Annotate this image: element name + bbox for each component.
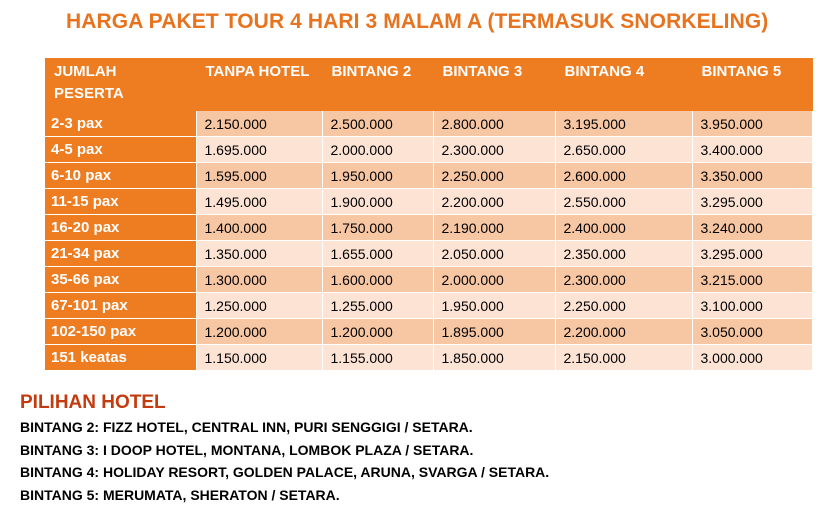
table-cell: 2.000.000 bbox=[322, 137, 433, 163]
row-label: 21-34 pax bbox=[45, 241, 196, 267]
table-cell: 2.190.000 bbox=[433, 215, 555, 241]
row-label: 2-3 pax bbox=[45, 111, 196, 137]
table-cell: 3.240.000 bbox=[692, 215, 812, 241]
hotel-line-bintang-3: BINTANG 3: I DOOP HOTEL, MONTANA, LOMBOK PLAZA / SETARA. bbox=[20, 441, 474, 458]
table-row bbox=[45, 137, 812, 163]
table-cell: 3.950.000 bbox=[692, 111, 812, 137]
table-cell: 1.250.000 bbox=[196, 293, 322, 319]
table-row bbox=[45, 319, 812, 345]
header-row bbox=[45, 58, 812, 111]
table-cell: 2.500.000 bbox=[322, 111, 433, 137]
table-cell: 2.000.000 bbox=[433, 267, 555, 293]
table-cell: 2.400.000 bbox=[555, 215, 692, 241]
table-cell: 2.650.000 bbox=[555, 137, 692, 163]
table-cell: 1.655.000 bbox=[322, 241, 433, 267]
price-table-body bbox=[45, 111, 812, 371]
table-cell: 2.050.000 bbox=[433, 241, 555, 267]
table-row bbox=[45, 163, 812, 189]
table-cell: 2.350.000 bbox=[555, 241, 692, 267]
table-cell: 1.155.000 bbox=[322, 345, 433, 371]
price-table bbox=[45, 58, 813, 371]
table-cell: 1.300.000 bbox=[196, 267, 322, 293]
table-row bbox=[45, 345, 812, 371]
header-jumlah-peserta: JUMLAH PESERTA bbox=[45, 58, 196, 111]
hotel-line-bintang-5: BINTANG 5: MERUMATA, SHERATON / SETARA. bbox=[20, 486, 340, 503]
header-bintang-2: BINTANG 2 bbox=[322, 58, 433, 111]
table-cell: 2.200.000 bbox=[433, 189, 555, 215]
row-label: 4-5 pax bbox=[45, 137, 196, 163]
table-cell: 1.350.000 bbox=[196, 241, 322, 267]
price-table-container bbox=[45, 58, 812, 371]
table-cell: 1.600.000 bbox=[322, 267, 433, 293]
table-cell: 3.050.000 bbox=[692, 319, 812, 345]
price-table-header bbox=[45, 58, 812, 111]
table-cell: 1.495.000 bbox=[196, 189, 322, 215]
row-label: 35-66 pax bbox=[45, 267, 196, 293]
table-cell: 1.400.000 bbox=[196, 215, 322, 241]
header-tanpa-hotel: TANPA HOTEL bbox=[196, 58, 322, 111]
table-cell: 1.595.000 bbox=[196, 163, 322, 189]
table-cell: 2.150.000 bbox=[196, 111, 322, 137]
table-cell: 3.350.000 bbox=[692, 163, 812, 189]
table-cell: 2.550.000 bbox=[555, 189, 692, 215]
table-row bbox=[45, 189, 812, 215]
table-cell: 3.100.000 bbox=[692, 293, 812, 319]
header-bintang-5: BINTANG 5 bbox=[692, 58, 812, 111]
hotel-options-title: PILIHAN HOTEL bbox=[20, 392, 166, 413]
table-row bbox=[45, 267, 812, 293]
table-cell: 1.200.000 bbox=[196, 319, 322, 345]
row-label: 6-10 pax bbox=[45, 163, 196, 189]
table-cell: 2.800.000 bbox=[433, 111, 555, 137]
table-cell: 1.950.000 bbox=[433, 293, 555, 319]
table-cell: 2.250.000 bbox=[433, 163, 555, 189]
table-cell: 1.850.000 bbox=[433, 345, 555, 371]
table-row bbox=[45, 293, 812, 319]
table-cell: 3.400.000 bbox=[692, 137, 812, 163]
row-label: 11-15 pax bbox=[45, 189, 196, 215]
table-cell: 1.695.000 bbox=[196, 137, 322, 163]
table-row bbox=[45, 111, 812, 137]
table-cell: 2.600.000 bbox=[555, 163, 692, 189]
row-label: 67-101 pax bbox=[45, 293, 196, 319]
table-cell: 1.200.000 bbox=[322, 319, 433, 345]
table-cell: 2.200.000 bbox=[555, 319, 692, 345]
table-cell: 3.000.000 bbox=[692, 345, 812, 371]
table-cell: 3.215.000 bbox=[692, 267, 812, 293]
table-cell: 1.150.000 bbox=[196, 345, 322, 371]
table-cell: 2.300.000 bbox=[433, 137, 555, 163]
table-cell: 1.900.000 bbox=[322, 189, 433, 215]
row-label: 102-150 pax bbox=[45, 319, 196, 345]
header-bintang-3: BINTANG 3 bbox=[433, 58, 555, 111]
hotel-options-section bbox=[20, 392, 820, 506]
table-cell: 1.950.000 bbox=[322, 163, 433, 189]
page-title: HARGA PAKET TOUR 4 HARI 3 MALAM A (TERMASUK SNORKELING) bbox=[66, 10, 769, 33]
table-cell: 3.295.000 bbox=[692, 241, 812, 267]
table-cell: 1.750.000 bbox=[322, 215, 433, 241]
hotel-line-bintang-2: BINTANG 2: FIZZ HOTEL, CENTRAL INN, PURI SENGGIGI / SETARA. bbox=[20, 419, 473, 435]
header-bintang-4: BINTANG 4 bbox=[555, 58, 692, 111]
table-row bbox=[45, 241, 812, 267]
table-row bbox=[45, 215, 812, 241]
table-cell: 2.300.000 bbox=[555, 267, 692, 293]
table-cell: 2.250.000 bbox=[555, 293, 692, 319]
row-label: 151 keatas bbox=[45, 345, 196, 371]
table-cell: 3.295.000 bbox=[692, 189, 812, 215]
row-label: 16-20 pax bbox=[45, 215, 196, 241]
table-cell: 1.895.000 bbox=[433, 319, 555, 345]
table-cell: 3.195.000 bbox=[555, 111, 692, 137]
table-cell: 1.255.000 bbox=[322, 293, 433, 319]
table-cell: 2.150.000 bbox=[555, 345, 692, 371]
hotel-line-bintang-4: BINTANG 4: HOLIDAY RESORT, GOLDEN PALACE, ARUNA, SVARGA / SETARA. bbox=[20, 464, 550, 480]
